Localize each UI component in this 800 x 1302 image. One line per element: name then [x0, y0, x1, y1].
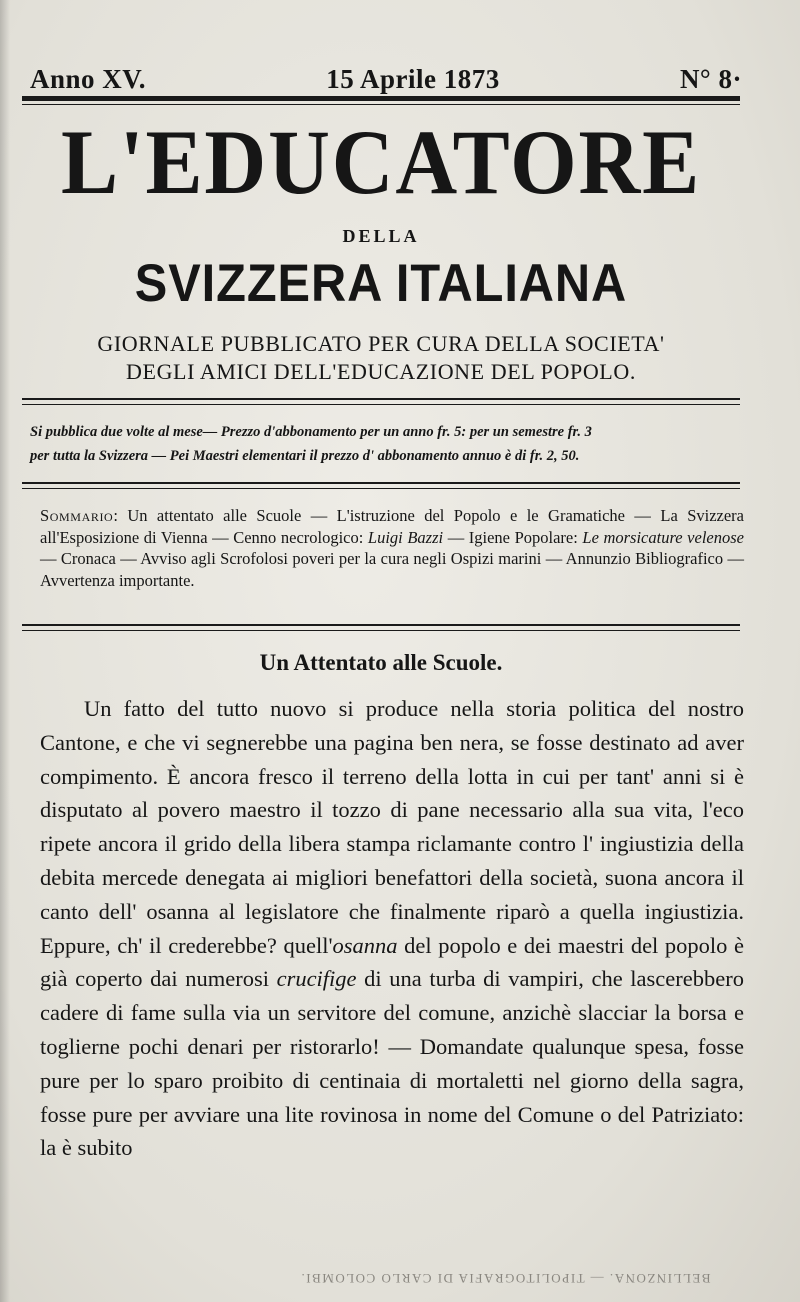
- masthead-description: [22, 330, 740, 386]
- rule-above-pricing-thin: [22, 404, 740, 405]
- rule-above-summary-thin: [22, 488, 740, 489]
- subscription-info: [30, 420, 746, 468]
- article-text-1: Un fatto del tutto nuovo si produce nella storia politica del nostro Cantone, e che vi segnerebbe una pagina ben nera, se fosse destinato ad aver compimento. È ancora fresco il terreno della lotta in cui per tant' anni si è disputato al povero maestro il tozzo di pane necessario alla sua vita, l'eco ripete ancora il grido della libera stampa riclamante contro l' ingiustizia della debita mercede denegata ai migliori benefattori della società, suona ancora il canto dell' osanna al legislatore che finalmente riparò a quella ingiustizia. Eppure, ch' il crederebbe? quell': [40, 696, 744, 958]
- header-rule-thin: [22, 104, 740, 105]
- subscription-line-1: Si pubblica due volte al mese— Prezzo d'abbonamento per un anno fr. 5: per un semestre fr. 3: [30, 424, 592, 440]
- mirrored-imprint: BELLINZONA. — TIPOLITOGRAFIA DI CARLO COLOMBI.: [300, 1271, 711, 1286]
- issue-header: [30, 64, 742, 95]
- article-text-2: del popolo e dei maestri del popolo è già coperto dai numerosi: [40, 932, 744, 992]
- summary-block: [40, 505, 744, 591]
- rule-above-summary: [22, 482, 740, 484]
- summary-text-2: — Igiene Popolare:: [443, 527, 583, 547]
- masthead-subtitle: SVIZZERA ITALIANA: [134, 254, 628, 313]
- description-line-1: GIORNALE PUBBLICATO PER CURA DELLA SOCIETA': [97, 331, 665, 356]
- header-rule-thick: [22, 96, 740, 101]
- article-body: [40, 692, 744, 1165]
- article-title: Un Attentato alle Scuole.: [259, 650, 503, 675]
- summary-text-1: : Un attentato alle Scuole — L'istruzione del Popolo e le Gramatiche — La Svizzera all'Esposizione di Vienna — Cenno necrologico:: [40, 506, 744, 547]
- issue-number: N° 8·: [679, 64, 742, 94]
- rule-above-article-thin: [22, 630, 740, 631]
- issue-date: 15 Aprile 1873: [326, 64, 500, 94]
- subscription-line-2: per tutta la Svizzera — Pei Maestri elementari il prezzo d' abbonamento annuo è di fr. 2, 50.: [30, 448, 580, 464]
- description-line-2: DEGLI AMICI DELL'EDUCAZIONE DEL POPOLO.: [126, 359, 636, 384]
- summary-obituary-name: Luigi Bazzi: [367, 527, 444, 547]
- masthead-della: DELLA: [342, 226, 420, 246]
- volume-label: Anno XV.: [30, 64, 147, 94]
- rule-above-article: [22, 624, 740, 626]
- article-emph-osanna: osanna: [332, 932, 398, 958]
- summary-text-3: — Cronaca — Avviso agli Scrofolosi poveri per la cura negli Ospizi marini — Annunzio Bibliografico — Avvertenza importante.: [40, 549, 744, 590]
- summary-label: Sommario: [40, 506, 114, 525]
- article-text-3: di una turba di vampiri, che lascerebbero cadere di fame sulla via un servitore del comune, anzichè slacciar la borsa e toglierne pochi denari per ristorarlo! — Domandate qualunque spesa, fosse pure per lo sparo proibito di centinaia di mortaletti nel giorno della sagra, fosse pure per avviare una lite rovinosa in nome del Comune o del Patriziato: la è subito: [40, 966, 744, 1161]
- rule-above-pricing: [22, 398, 740, 400]
- page-edge-shadow: [0, 0, 10, 1302]
- article-emph-crucifige: crucifige: [276, 966, 357, 992]
- summary-hygiene-topic: Le morsicature velenose: [582, 527, 744, 547]
- masthead-title: L'EDUCATORE: [60, 111, 702, 213]
